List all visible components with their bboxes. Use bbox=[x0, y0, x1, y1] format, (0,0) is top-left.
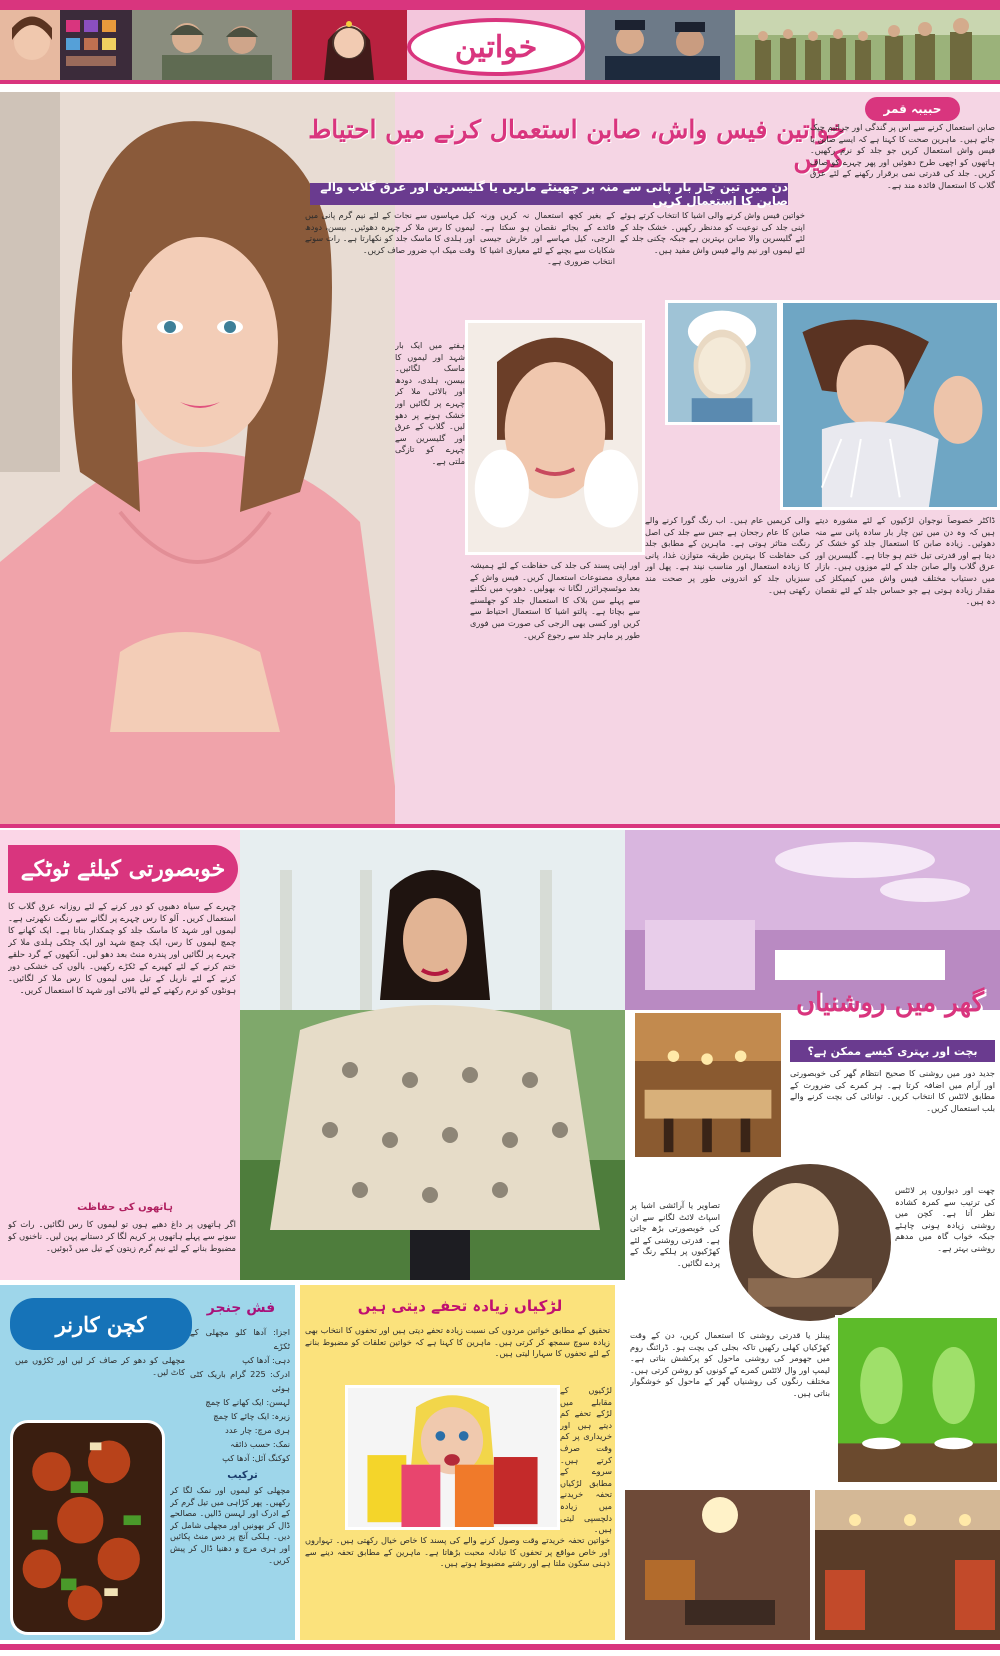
header-photo-bride bbox=[292, 10, 407, 80]
main-article-lower-col1: ڈاکٹر خصوصاً نوجوان لڑکیوں کے لئے مشورہ دیتے ہیں کہ وہ دن میں تین چار بار سادہ پانی سے منہ دھوئیں۔ زیادہ صابن کا استعمال جلد کو خشک کر دیتا ہے اور قدرتی تیل ختم ہو جاتا ہے۔ گلیسرین اور عرق گلاب والے صابن جلد کے لئے موزوں ہیں۔ بازار میں دستیاب مختلف فیس واش میں کیمیکلز کی مقدار زیادہ ہوتی ہے جو حساس جلد کے لئے نقصان دہ ہیں۔ bbox=[815, 515, 995, 607]
gifts-article-side: لڑکیوں کے مقابلے میں لڑکے تحفے کم دیتے ہیں اور خریداری پر کم وقت صرف کرتے ہیں۔ سروے کے مطابق لڑکیاں تحفہ خریدنے میں زیادہ دلچسپی لیتی ہیں۔ bbox=[560, 1385, 612, 1535]
gifts-article-intro: تحقیق کے مطابق خواتین مردوں کی نسبت زیادہ تحفے دیتی ہیں اور تحفوں کا انتخاب بھی زیادہ سوچ سمجھ کر کرتی ہیں۔ ماہرین کا کہنا ہے کہ خواتین تعلقات کو مضبوط بنانے کے لئے تحفوں کا سہارا لیتی ہیں۔ bbox=[305, 1325, 610, 1359]
beauty-hands-heading: ہاتھوں کی حفاظت bbox=[77, 1202, 173, 1213]
ingredient-item: ہری مرچ: چار عدد bbox=[225, 1425, 290, 1435]
home-lights-col-c: پینلز یا قدرتی روشنی کا استعمال کریں، دن کے وقت کھڑکیاں کھلی رکھیں تاکہ بجلی کی بچت ہو۔ ڈرائنگ روم میں جھومر کی روشنی ماحول کو پرکشش بناتی ہے۔ لیمپ اور وال لائٹس کمرے کے کونوں کو روشن کرتی ہیں۔ مختلف رنگوں کی روشنیاں گھر کے ماحول کو خوشگوار بناتی ہیں۔ bbox=[630, 1330, 830, 1398]
home-lights-subtitle: بچت اور بہتری کیسے ممکن ہے؟ bbox=[790, 1040, 995, 1062]
main-article-text-col4: کیل مہاسوں سے نجات کے لئے نیم گرم پانی میں لیموں کا رس ملا کر چہرہ دھوئیں۔ بیسن، دودھ اور ہلدی کا ماسک جلد کو نکھارتا ہے۔ رات سوتے وقت میک اپ ضرور صاف کریں۔ bbox=[305, 210, 475, 255]
page-bottom-border bbox=[0, 1644, 1000, 1650]
photo-lit-living-room bbox=[625, 830, 1000, 1010]
header-photo-woman-left bbox=[0, 10, 60, 80]
photo-woman-foam-face bbox=[465, 320, 645, 555]
beauty-tips-text: چہرے کے سیاہ دھبوں کو دور کرنے کے لئے روزانہ عرق گلاب کا استعمال کریں۔ آلو کا رس چہرے پر لگانے سے رنگت نکھرتی ہے۔ لیموں اور شہد کا ماسک جلد کو چمکدار بناتا ہے۔ ایک کھانے کا چمچ لیموں کا رس، ایک چمچ شہد اور ایک چٹکی ہلدی ملا کر چہرے پر لگائیں اور پندرہ منٹ بعد دھو لیں۔ آنکھوں کے گرد حلقے ختم کرنے کے لئے کھیرے کے ٹکڑے رکھیں۔ بالوں کی خشکی دور کرنے کے لئے ناریل کے تیل میں لیموں کا رس ملا کر لگائیں۔ ہونٹوں کو نرم رکھنے کے لئے بالائی اور شہد کا استعمال کریں۔ bbox=[8, 901, 236, 995]
photo-fish-ginger-dish bbox=[10, 1420, 165, 1635]
photo-woman-face-mask bbox=[665, 300, 780, 425]
main-article-text-col2: خواتین فیس واش کرنے والی اشیا کا انتخاب کرتے ہوئے اپنی جلد کی نوعیت کو مدنظر رکھیں۔ خشک جلد کے لئے گلیسرین والا صابن بہترین ہے جبکہ چکنی جلد کے لئے لیموں اور نیم والے فیس واش مفید ہیں۔ bbox=[620, 210, 805, 255]
main-article-lower-col2: والی کریمیں عام ہیں۔ اب رنگ گورا کرنے والے صابن کا عام رجحان ہے جس سے جلد کی اصل رنگت متاثر ہوتی ہے۔ ماہرین کے مطابق جلد کی حفاظت کا بہترین طریقہ متوازن غذا، پانی کا زیادہ استعمال اور مناسب نیند ہے۔ پھل اور سبزیاں جلد کو اندرونی طور پر صحت مند رکھتی ہیں۔ bbox=[645, 515, 810, 595]
section-header bbox=[0, 0, 1000, 84]
ingredient-item: ادرک: 225 گرام باریک کٹی ہوئی bbox=[190, 1369, 290, 1393]
home-lights-title: گھر میں روشنیاں bbox=[796, 988, 984, 1018]
section-title: خواتین bbox=[454, 29, 538, 65]
recipe-method-heading: ترکیب bbox=[227, 1470, 258, 1481]
photo-green-bathroom bbox=[835, 1315, 1000, 1485]
gifts-article-bottom: خواتین تحفہ خریدتے وقت وصول کرنے والے کی پسند کا خاص خیال رکھتی ہیں۔ تہواروں اور خاص مواقع پر تحفوں کا تبادلہ محبت بڑھاتا ہے۔ ماہرین کے مطابق تحفہ دینے سے ذہنی سکون ملتا ہے اور رشتے مضبوط ہوتے ہیں۔ bbox=[305, 1535, 610, 1569]
header-photo-makeup-palette bbox=[60, 10, 132, 80]
recipe-ingredients bbox=[190, 1325, 290, 1465]
kitchen-corner-title: کچن کارنر bbox=[10, 1298, 192, 1350]
home-lights-col-b: تصاویر یا آرائشی اشیا پر اسپاٹ لائٹ لگانے سے ان کی خوبصورتی بڑھ جاتی ہے۔ قدرتی روشنی کے لئے کھڑکیوں پر ہلکے رنگ کے پردے لگائیں۔ bbox=[630, 1200, 720, 1268]
photo-chandelier-room bbox=[625, 1490, 810, 1640]
header-photo-police-women bbox=[585, 10, 735, 80]
photo-woman-washing-face bbox=[780, 300, 1000, 510]
main-article-text-col3: کے بغیر کچھ استعمال نہ کریں ورنہ فائدے کے بجائے نقصان ہو سکتا ہے۔ الرجی، کیل مہاسے اور خارش جیسی شکایات سے بچنے کے لئے معیاری اشیا کا انتخاب ضروری ہے۔ bbox=[480, 210, 615, 267]
ingredient-item: لہسن: ایک کھانے کا چمچ bbox=[205, 1397, 290, 1407]
recipe-intro: مچھلی کو دھو کر صاف کر لیں اور ٹکڑوں میں کاٹ لیں۔ bbox=[15, 1355, 185, 1377]
author-byline: حبیبہ قمر bbox=[865, 97, 960, 121]
ingredient-item: دہی: آدھا کپ bbox=[242, 1355, 290, 1365]
header-photo-army-women bbox=[735, 10, 1000, 80]
header-strip bbox=[0, 0, 1000, 10]
photo-girl-shopping-bags bbox=[345, 1385, 560, 1530]
ingredient-item: اجزا: آدھا کلو مچھلی کے ٹکڑے bbox=[190, 1327, 290, 1351]
recipe-method: مچھلی کو لیموں اور نمک لگا کر رکھیں۔ پھر کڑاہی میں تیل گرم کر کے ادرک اور لہسن ڈالیں۔ مصالحے ڈال کر بھونیں اور مچھلی شامل کر دیں۔ ہلکی آنچ پر دس منٹ پکائیں اور ہری مرچ و دھنیا ڈال کر پیش کریں۔ bbox=[170, 1485, 290, 1565]
section-masthead bbox=[407, 18, 585, 76]
photo-ceiling-lights bbox=[815, 1490, 1000, 1640]
header-photo-pilots bbox=[132, 10, 292, 80]
main-article-subtitle: دن میں تین چار بار پانی سے منہ پر چھینٹے ماریں یا گلیسرین اور عرق گلاب والے صابن کا استعمال کریں bbox=[310, 183, 788, 205]
beauty-hands-text: اگر ہاتھوں پر داغ دھبے ہوں تو لیموں کا رس لگائیں۔ رات کو سونے سے پہلے ہاتھوں پر کریم لگا کر دستانے پہن لیں۔ ناخنوں کو مضبوط بنانے کے لئے نیم گرم زیتون کے تیل میں ڈبوئیں۔ bbox=[8, 1219, 236, 1253]
main-article-narrow-col: ہفتے میں ایک بار شہد اور لیموں کا ماسک لگائیں۔ بیسن، ہلدی، دودھ اور بالائی ملا کر چہرے پر لگائیں اور خشک ہونے پر دھو لیں۔ گلاب کے عرق اور گلیسرین سے چہرے کو تازگی ملتی ہے۔ bbox=[395, 340, 465, 466]
beauty-tips-title: خوبصورتی کیلئے ٹوٹکے bbox=[8, 845, 238, 893]
main-article-text-col1: صابن استعمال کرنے سے اس پر گندگی اور جراثیم چپک جاتے ہیں۔ ماہرین صحت کا کہنا ہے کہ ایسے صابن یا فیس واش استعمال کریں جو جلد کو نرم رکھیں۔ ہاتھوں کو اچھی طرح دھوئیں اور پھر چہرے کو صاف کریں۔ جلد کی قدرتی نمی برقرار رکھنے کے لئے عرق گلاب کا استعمال فائدہ مند ہے۔ bbox=[810, 122, 995, 190]
home-lights-col-a: چھت اور دیواروں پر لائٹس کی ترتیب سے کمرہ کشادہ نظر آتا ہے۔ کچن میں روشنی زیادہ ہونی چاہئے جبکہ خواب گاہ میں مدھم روشنی بہتر ہے۔ bbox=[895, 1185, 995, 1253]
ingredient-item: کوکنگ آئل: آدھا کپ bbox=[222, 1453, 290, 1463]
photo-lit-kitchen bbox=[632, 1010, 784, 1160]
ingredient-item: نمک: حسب ذائقہ bbox=[230, 1439, 290, 1449]
gifts-article-title: لڑکیاں زیادہ تحفے دیتی ہیں bbox=[357, 1297, 563, 1315]
section-divider bbox=[0, 824, 1000, 828]
home-lights-intro: جدید دور میں روشنی کا صحیح انتظام گھر کی خوبصورتی اور آرام میں اضافہ کرتا ہے۔ ہر کمرے کی ضرورت کے مطابق لائٹس کا انتخاب کریں۔ توانائی کی بچت کرنے والے بلب استعمال کریں۔ bbox=[790, 1068, 995, 1113]
main-article-lower-col3: اور اپنی پسند کی جلد کی حفاظت کے لئے ہمیشہ معیاری مصنوعات استعمال کریں۔ فیس واش کے بعد موئسچرائزر لگانا نہ بھولیں۔ دھوپ میں نکلنے سے پہلے سن بلاک کا استعمال جلد کو جھلسنے سے بچاتا ہے۔ پالتو اشیا کا استعمال احتیاط سے کریں اور کسی بھی الرجی کی صورت میں فوری طور پر ماہر جلد سے رجوع کریں۔ bbox=[470, 560, 640, 640]
photo-lit-wall-room bbox=[725, 1160, 895, 1325]
recipe-title: فش جنجر bbox=[206, 1300, 276, 1316]
main-article-title: خواتین فیس واش، صابن استعمال کرنے میں احتیاط کریں bbox=[308, 115, 845, 173]
photo-model-printed-poncho bbox=[240, 830, 625, 1280]
ingredient-item: زیرہ: ایک چائے کا چمچ bbox=[213, 1411, 290, 1421]
